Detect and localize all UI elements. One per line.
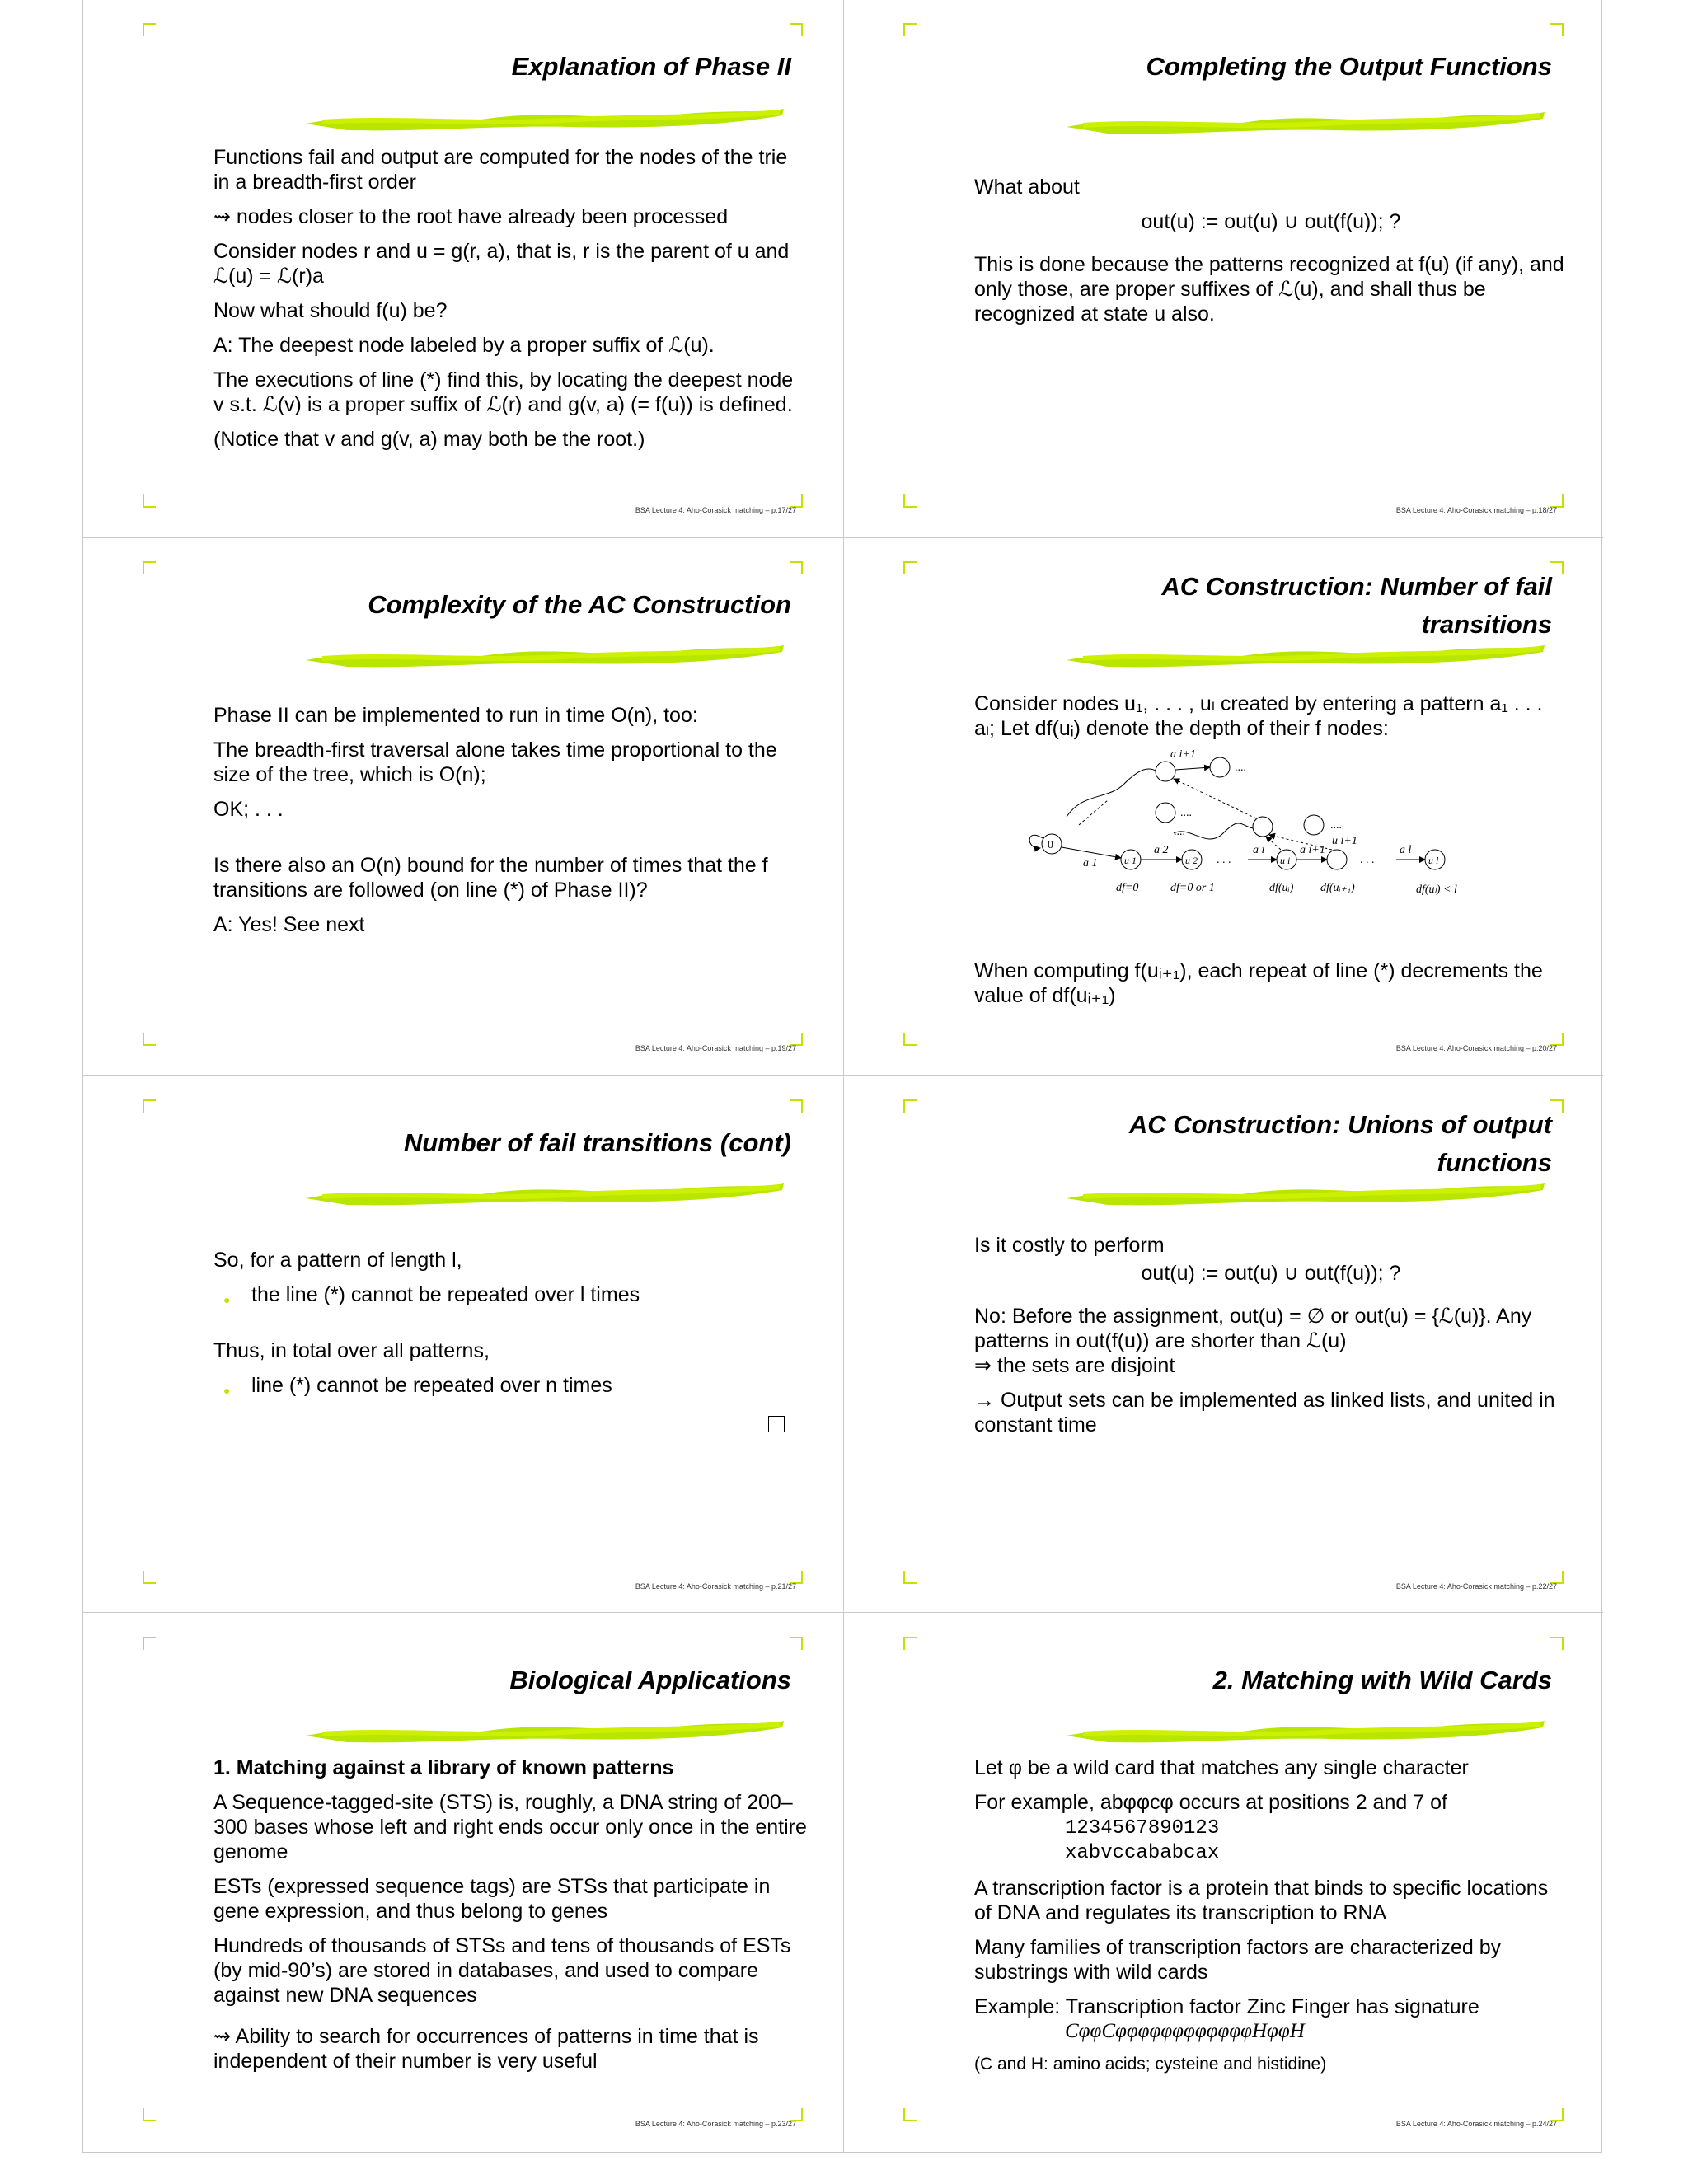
svg-text:df(uᵢ): df(uᵢ)	[1269, 882, 1294, 894]
edge-label: a i	[1253, 844, 1265, 856]
formula: out(u) := out(u) ∪ out(f(u)); ?	[1141, 1262, 1401, 1285]
title-swoosh-decoration	[298, 1179, 792, 1212]
section-heading: 1. Matching against a library of known patterns	[213, 1756, 674, 1779]
edge-label: a 1	[1083, 857, 1098, 869]
trie-node	[1210, 757, 1230, 777]
slide-title	[1041, 1106, 1552, 1182]
position-ruler: 1234567890123	[1065, 1817, 1220, 1840]
example-string: xabvccababcax	[1065, 1842, 1220, 1864]
paragraph: Consider nodes r and u = g(r, a), that is, r is the parent of u and ℒ(u) = ℒ(r)a	[213, 240, 790, 288]
paragraph: ESTs (expressed sequence tags) are STSs that participate in gene expression, and thus belong to genes	[213, 1875, 771, 1923]
paragraph: Is there also an O(n) bound for the number of times that the f transitions are followed (on line (*) of Phase II)?	[213, 854, 768, 902]
slide-title: Completing the Output Functions	[1146, 52, 1552, 81]
paragraph: ⇝ nodes closer to the root have already been processed	[213, 205, 729, 228]
paragraph: For example, abφφcφ occurs at positions 2 and 7 of	[974, 1791, 1447, 1814]
bullet-item: ● the line (*) cannot be repeated over l times	[223, 1283, 640, 1306]
paragraph: Now what should f(u) be?	[213, 299, 448, 322]
slide-title: Number of fail transitions (cont)	[403, 1128, 791, 1157]
title-line: AC Construction: Unions of output	[1128, 1110, 1552, 1139]
paragraph: So, for a pattern of length l,	[213, 1249, 462, 1272]
svg-text:....: ....	[1180, 807, 1192, 819]
slide-body-lower	[974, 958, 1568, 1018]
slide-footer: BSA Lecture 4: Aho-Corasick matching – p.22/27	[1395, 1582, 1557, 1591]
trie-diagram	[1009, 743, 1503, 907]
paragraph: No: Before the assignment, out(u) = ∅ or out(u) = {ℒ(u)}. Any patterns in out(f(u)) are shorter than ℒ(u)	[974, 1305, 1532, 1352]
title-swoosh-decoration	[1058, 107, 1553, 140]
paragraph: ⇝ Ability to search for occurrences of patterns in time that is independent of their number is very useful	[213, 2025, 759, 2073]
edge-label: a l	[1400, 844, 1412, 856]
node-label: 0	[1048, 839, 1053, 851]
slide-body	[213, 145, 807, 462]
svg-text:df(uᵢ₊₁): df(uᵢ₊₁)	[1320, 882, 1355, 894]
slide-body	[974, 175, 1568, 336]
paragraph: The breadth-first traversal alone takes time proportional to the size of the tree, which is O(n);	[213, 738, 777, 786]
title-swoosh-decoration	[1058, 1716, 1553, 1749]
slide-p20	[844, 538, 1603, 1076]
slide-p24	[844, 1614, 1603, 2151]
bullet-item: ● line (*) cannot be repeated over n times	[223, 1374, 612, 1397]
slide-body	[213, 703, 807, 947]
svg-text:. . .: . . .	[1360, 854, 1375, 866]
paragraph: ⇒ the sets are disjoint	[974, 1354, 1175, 1377]
paragraph: Consider nodes u₁, . . . , uₗ created by entering a pattern a₁ . . . aₗ; Let df(uᵢ) denote the depth of their f nodes:	[974, 692, 1543, 740]
paragraph: A transcription factor is a protein that binds to specific locations of DNA and regulates its transcription to RNA	[974, 1877, 1549, 1924]
paragraph: → Output sets can be implemented as linked lists, and united in constant time	[974, 1389, 1555, 1436]
slide-p23	[83, 1614, 842, 2151]
qed-box-icon	[768, 1416, 785, 1432]
note: (C and H: amino acids; cysteine and histidine)	[974, 2055, 1327, 2074]
svg-text:....: ....	[1330, 819, 1342, 832]
paragraph: Is it costly to perform	[974, 1234, 1165, 1257]
paragraph: The executions of line (*) find this, by locating the deepest node v s.t. ℒ(v) is a proper suffix of ℒ(r) and g(v, a) (= f(u)) is defined.	[213, 368, 794, 416]
svg-text:....: ....	[1174, 826, 1185, 838]
svg-text:....: ....	[1235, 762, 1246, 774]
slide-footer: BSA Lecture 4: Aho-Corasick matching – p.17/27	[635, 506, 796, 514]
edge-label: a i+1	[1170, 748, 1196, 761]
slide-p21	[83, 1076, 842, 1614]
node-label: u 1	[1124, 855, 1137, 866]
node-label: u i+1	[1332, 835, 1357, 847]
slide-body	[974, 1233, 1568, 1447]
formula: out(u) := out(u) ∪ out(f(u)); ?	[1141, 210, 1401, 233]
node-label: u l	[1428, 855, 1439, 866]
svg-text:df(uₗ) < l: df(uₗ) < l	[1416, 883, 1457, 896]
slide-p19	[83, 538, 842, 1076]
slide-p17	[83, 0, 842, 537]
slide-p18	[844, 0, 1603, 537]
answer-paragraph: A: Yes! See next	[213, 913, 365, 936]
trie-node	[1156, 762, 1175, 781]
slide-body	[213, 1248, 807, 1408]
title-swoosh-decoration	[298, 104, 792, 137]
slide-title: Biological Applications	[509, 1666, 791, 1694]
edge-label: a i+1	[1300, 844, 1325, 856]
slide-footer: BSA Lecture 4: Aho-Corasick matching – p.24/27	[1395, 2120, 1557, 2128]
paragraph: This is done because the patterns recognized at f(u) (if any), and only those, are proper suffixes of ℒ(u), and shall thus be recognized at state u also.	[974, 253, 1564, 326]
paragraph: Hundreds of thousands of STSs and tens of thousands of ESTs (by mid-90’s) are stored in databases, and used to compare against new DNA sequences	[213, 1934, 791, 2007]
paragraph: What about	[974, 176, 1080, 199]
title-line: AC Construction: Number of fail	[1161, 572, 1552, 601]
paragraph: OK; . . .	[213, 798, 284, 821]
slide-title	[1041, 568, 1552, 644]
paragraph: When computing f(uᵢ₊₁), each repeat of line (*) decrements the value of df(uᵢ₊₁)	[974, 959, 1543, 1007]
signature-formula: CφφCφφφφφφφφφφφφHφφH	[1065, 2020, 1305, 2042]
slide-footer: BSA Lecture 4: Aho-Corasick matching – p.20/27	[1395, 1044, 1557, 1052]
svg-text:df=0 or 1: df=0 or 1	[1170, 882, 1215, 894]
title-swoosh-decoration	[1058, 640, 1553, 673]
paragraph: (Notice that v and g(v, a) may both be the root.)	[213, 428, 645, 451]
trie-node	[1156, 803, 1175, 823]
title-swoosh-decoration	[298, 640, 792, 673]
slide-body	[974, 1755, 1568, 2087]
slide-footer: BSA Lecture 4: Aho-Corasick matching – p.23/27	[635, 2120, 796, 2128]
svg-text:df=0: df=0	[1116, 882, 1139, 894]
slide-footer: BSA Lecture 4: Aho-Corasick matching – p.21/27	[635, 1582, 796, 1591]
svg-text:. . .: . . .	[1217, 854, 1231, 866]
slide-footer: BSA Lecture 4: Aho-Corasick matching – p.19/27	[635, 1044, 796, 1052]
paragraph: Example: Transcription factor Zinc Finger has signature	[974, 1995, 1479, 2018]
paragraph: Many families of transcription factors are characterized by substrings with wild cards	[974, 1936, 1502, 1984]
slide-title: Explanation of Phase II	[511, 52, 791, 81]
trie-node	[1253, 817, 1273, 837]
title-line: transitions	[1421, 610, 1552, 639]
slide-title: 2. Matching with Wild Cards	[1212, 1666, 1552, 1694]
title-line: functions	[1437, 1148, 1552, 1177]
slide-body	[213, 1755, 807, 2083]
title-swoosh-decoration	[298, 1716, 792, 1749]
slide-footer: BSA Lecture 4: Aho-Corasick matching – p.18/27	[1395, 506, 1557, 514]
paragraph: A Sequence-tagged-site (STS) is, roughly, a DNA string of 200–300 bases whose left and right ends occur only once in the entire genome	[213, 1791, 807, 1863]
slide-p22	[844, 1076, 1603, 1614]
page-sheet	[82, 0, 1602, 2153]
node-label: u i	[1280, 855, 1291, 866]
answer-paragraph: A: The deepest node labeled by a proper suffix of ℒ(u).	[213, 334, 715, 357]
trie-node	[1304, 815, 1324, 835]
edge-label: a 2	[1154, 844, 1169, 856]
trie-node	[1327, 850, 1347, 869]
node-label: u 2	[1185, 855, 1198, 866]
paragraph: Thus, in total over all patterns,	[213, 1339, 490, 1362]
title-swoosh-decoration	[1058, 1179, 1553, 1212]
paragraph: Let φ be a wild card that matches any single character	[974, 1756, 1469, 1779]
paragraph: Phase II can be implemented to run in time O(n), too:	[213, 704, 698, 727]
slide-title: Complexity of the AC Construction	[368, 590, 791, 619]
paragraph: Functions fail and output are computed for the nodes of the trie in a breadth-first order	[213, 146, 788, 194]
